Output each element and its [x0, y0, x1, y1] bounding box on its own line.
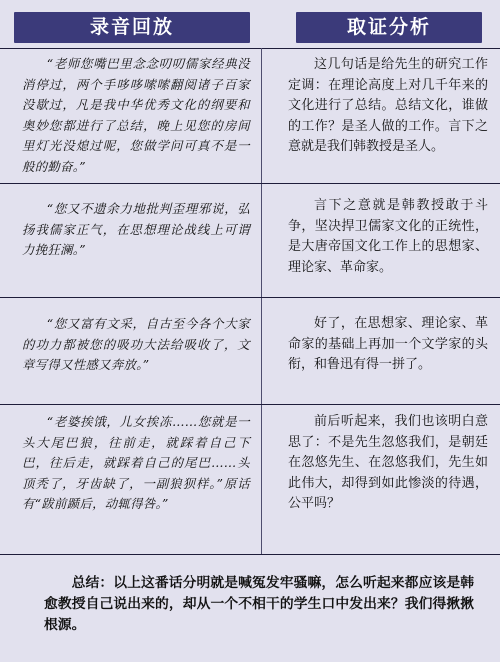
- row-divider: [0, 183, 500, 184]
- recording-quote-1: “老师您嘴巴里念念叨叨儒家经典没消停过，两个手哆哆嗦嗦翻阅诸子百家没歇过，凡是我中华优秀文化的纲要和奥妙您都进行了总结，晚上见您的房间里灯光没熄过呢，您做学问可真不是一般的勤奋。”: [22, 56, 250, 174]
- analysis-text-3: 好了，在思想家、理论家、革命家的基础上再加一个文学家的头衔，和鲁迅有得一拼了。: [288, 316, 488, 372]
- summary-paragraph: 总结：以上这番话分明就是喊冤发牢骚嘛，怎么听起来都应该是韩愈教授自己说出来的，却从一个不相干的学生口中发出来？我们得揪揪根源。: [44, 575, 474, 633]
- column-divider: [261, 48, 262, 554]
- analysis-text-2: 言下之意就是韩教授敢于斗争，坚决捍卫儒家文化的正统性，是大唐帝国文化工作上的思想家、理论家、革命家。: [288, 198, 488, 275]
- header-evidence-analysis: 取证分析: [296, 12, 482, 43]
- recording-quote-2: “您又不遗余力地批判歪理邪说，弘扬我儒家正气，在思想理论战线上可谓力挽狂澜。”: [22, 201, 250, 257]
- row-divider: [0, 297, 500, 298]
- analysis-text-1: 这几句话是给先生的研究工作定调：在理论高度上对几千年来的文化进行了总结。总结文化，谁做的工作？是圣人做的工作。言下之意就是我们韩教授是圣人。: [288, 57, 488, 154]
- header-recording-playback: 录音回放: [14, 12, 250, 43]
- recording-quote-3: “您又富有文采，自古至今各个大家的功力都被您的吸功大法给吸收了，文章写得又性感又奔放。”: [22, 316, 250, 372]
- row-divider: [0, 554, 500, 555]
- row-divider: [0, 48, 500, 49]
- header-row: [0, 0, 500, 48]
- recording-quote-4: “老婆挨饿，儿女挨冻……您就是一头大尾巴狼，往前走，就踩着自己下巴，往后走，就踩着自己的尾巴……头顶秃了，牙齿缺了，一副狼狈样。”原话有“跋前踬后，动辄得咎。”: [22, 414, 250, 511]
- analysis-text-4: 前后听起来，我们也该明白意思了：不是先生忽悠我们，是朝廷在忽悠先生、在忽悠我们，先生如此伟大，却得到如此惨淡的待遇，公平吗？: [288, 414, 488, 511]
- row-divider: [0, 404, 500, 405]
